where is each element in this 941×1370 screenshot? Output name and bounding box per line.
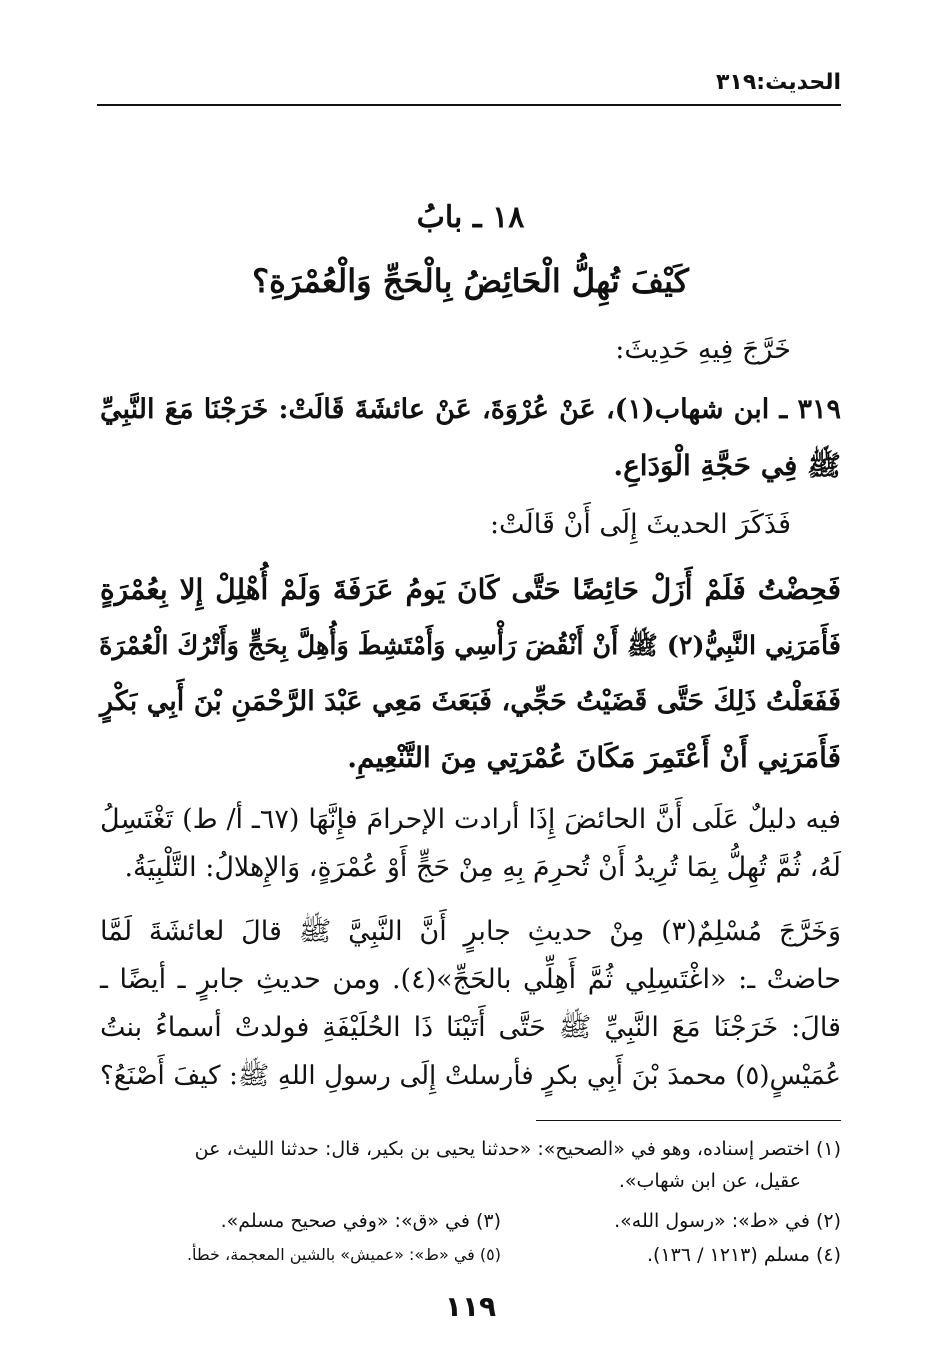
footnote-3: (٣) في «ق»: «وفي صحيح مسلم». [220, 1210, 501, 1232]
body-line: خَرَّجَ فِيهِ حَدِيثَ: [615, 334, 791, 365]
chapter-number: ١٨ ـ بابُ [416, 200, 525, 235]
footnote-2: (٢) في «ط»: «رسول الله». [614, 1210, 841, 1232]
commentary-line: فيه دليلٌ عَلَى أَنَّ الحائضَ إِذَا أرادت الإحرامَ فإِنَّهَا (٦٧ـ أ/ ط) تَغْتَسِلُ [100, 804, 842, 835]
commentary-line: قالَ: خَرَجْنَا مَعَ النَّبِيِّ ﷺ حَتَّى أَتَيْنَا ذَا الحُلَيْفَةِ فولدتْ أسماءُ بنتُ [100, 1012, 841, 1043]
running-header-title: الحديث:٣١٩ [715, 70, 841, 95]
running-header [97, 70, 841, 106]
body-line: فَذَكَرَ الحديثَ إِلَى أَنْ قَالَتْ: [489, 509, 791, 540]
hadith-line: فَأَمَرَنِي أَنْ أَعْتَمِرَ مَكَانَ عُمْرَتِي مِنَ التَّنْعِيمِ. [347, 741, 841, 774]
commentary-line: حاضتْ ـ: «اغْتَسِلِي ثُمَّ أَهِلِّي بالحَجِّ»(٤). ومن حديثِ جابرٍ ـ أيضًا ـ [100, 964, 841, 995]
footnote-1: (١) اختصر إسناده، وهو في «الصحيح»: «حدثنا يحيى بن بكير، قال: حدثنا الليث، عن [194, 1138, 841, 1160]
hadith-line: ﷺ فِي حَجَّةِ الْوَدَاعِ. [613, 449, 841, 482]
commentary-line: لَهُ، ثُمَّ تُهِلُّ بِمَا تُرِيدُ أَنْ تُحرِمَ بِهِ مِنْ حَجٍّ أَوْ عُمْرَةٍ، وَالإِهلالُ: التَّلْبِيَةُ. [124, 852, 841, 883]
chapter-title: كَيْفَ تُهِلُّ الْحَائِضُ بِالْحَجِّ وَالْعُمْرَةِ؟ [252, 262, 689, 300]
footnote-1-continued: عقيل، عن ابن شهاب». [618, 1170, 801, 1192]
footnote-5: (٥) في «ط»: «عميش» بالشين المعجمة، خطأ. [186, 1245, 501, 1264]
footnote-4: (٤) مسلم (١٢١٣ / ١٣٦). [647, 1244, 841, 1266]
commentary-line: وَخَرَّجَ مُسْلِمٌ(٣) مِنْ حديثِ جابرٍ أَنَّ النَّبِيَّ ﷺ قالَ لعائشَةَ لَمَّا [100, 916, 841, 947]
page-number: ١١٩ [444, 1290, 497, 1323]
hadith-line: فَفَعَلْتُ ذَلِكَ حَتَّى قَضَيْتُ حَجِّي، فَبَعَثَ مَعِي عَبْدَ الرَّحْمَنِ بْنَ أَبِي بَكْرٍ [100, 686, 841, 717]
hadith-line: فَحِضْتُ فَلَمْ أَزَلْ حَائِضًا حَتَّى كَانَ يَومُ عَرَفَةَ وَلَمْ أُهْلِلْ إِلا بِعُمْرَةٍ [100, 573, 841, 606]
hadith-line: فَأَمَرَنِي النَّبِيُّ(٢) ﷺ أَنْ أَنْقُضَ رَأْسِي وَأَمْتَشِطَ وَأُهِلَّ بِحَجٍّ وَأَتْرُكَ الْعُمْرَةَ [99, 631, 841, 661]
footnote-separator [536, 1120, 841, 1121]
commentary-line: عُمَيْسٍ(٥) محمدَ بْنَ أَبِي بكرٍ فأرسلتْ إِلَى رسولِ اللهِ ﷺ: كيفَ أَصْنَعُ؟ [100, 1061, 841, 1091]
hadith-line: ٣١٩ ـ ابن شهاب(١)، عَنْ عُرْوَةَ، عَنْ عائشَةَ قَالَتْ: خَرَجْنَا مَعَ النَّبِيِّ [100, 394, 841, 425]
